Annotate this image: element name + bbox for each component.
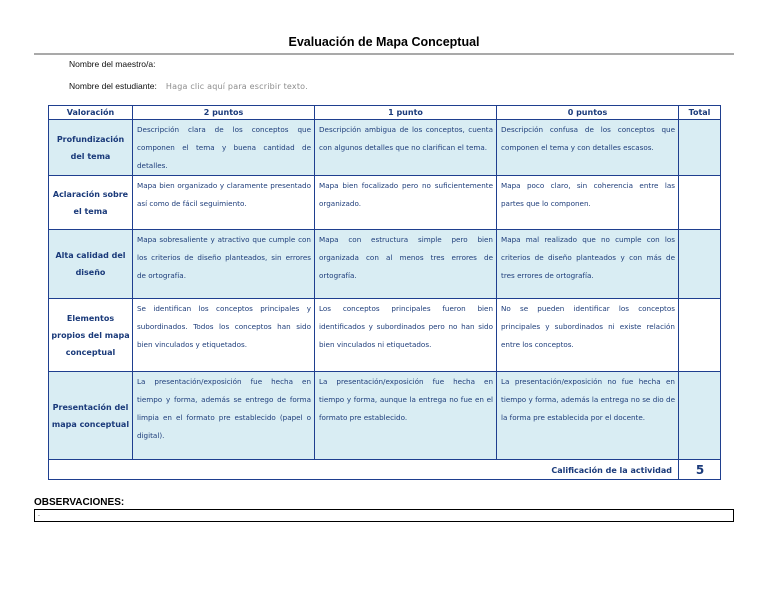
score-1-cell: Descripción ambigua de los conceptos, cuenta con algunos detalles que no clarifican el tema.	[315, 120, 497, 176]
rubric-header-row	[49, 106, 721, 120]
criterion-cell: Profundización del tema	[49, 120, 133, 176]
score-2-cell: Mapa bien organizado y claramente presentado así como de fácil seguimiento.	[133, 176, 315, 230]
teacher-name-label: Nombre del maestro/a:	[69, 59, 156, 69]
final-score-row	[49, 460, 721, 480]
score-2-cell: La presentación/exposición fue hecha en tiempo y forma, además se entrego de forma limpia en el formato pre establecido (papel o digital).	[133, 372, 315, 460]
total-cell[interactable]	[679, 299, 721, 372]
table-row	[49, 372, 721, 460]
total-cell[interactable]	[679, 176, 721, 230]
observations-field[interactable]: .	[34, 509, 734, 522]
header-0-puntos: 0 puntos	[497, 106, 679, 120]
score-1-cell: La presentación/exposición fue hecha en tiempo y forma, aunque la entrega no fue en el formato pre establecido.	[315, 372, 497, 460]
score-0-cell: Mapa mal realizado que no cumple con los criterios de diseño planteados y con más de tres errores de ortografía.	[497, 230, 679, 299]
score-0-cell: No se pueden identificar los conceptos principales y subordinados ni existe relación entre los conceptos.	[497, 299, 679, 372]
criterion-cell: Elementos propios del mapa conceptual	[49, 299, 133, 372]
criterion-cell: Aclaración sobre el tema	[49, 176, 133, 230]
header-1-punto: 1 punto	[315, 106, 497, 120]
score-2-cell: Se identifican los conceptos principales y subordinados. Todos los conceptos han sido bien vinculados y etiquetados.	[133, 299, 315, 372]
table-row	[49, 176, 721, 230]
table-row	[49, 230, 721, 299]
page-title: Evaluación de Mapa Conceptual	[288, 35, 480, 49]
student-name-field[interactable]: Haga clic aquí para escribir texto.	[165, 82, 308, 91]
rubric-table	[48, 105, 721, 480]
table-row	[49, 299, 721, 372]
title-divider	[34, 53, 734, 55]
header-2-puntos: 2 puntos	[133, 106, 315, 120]
header-valoracion: Valoración	[49, 106, 133, 120]
score-0-cell: La presentación/exposición no fue hecha en tiempo y forma, además la entrega no se dio de la forma pre establecida por el docente.	[497, 372, 679, 460]
header-total: Total	[679, 106, 721, 120]
criterion-cell: Alta calidad del diseño	[49, 230, 133, 299]
observations-label: OBSERVACIONES:	[34, 497, 125, 508]
total-cell[interactable]	[679, 372, 721, 460]
score-1-cell: Mapa con estructura simple pero bien organizada con al menos tres errores de ortografía.	[315, 230, 497, 299]
table-row	[49, 120, 721, 176]
criterion-cell: Presentación del mapa conceptual	[49, 372, 133, 460]
final-score-label: Calificación de la actividad	[49, 460, 679, 480]
student-name-row	[69, 81, 308, 91]
score-0-cell: Descripción confusa de los conceptos que componen el tema y con detalles escasos.	[497, 120, 679, 176]
total-cell[interactable]	[679, 120, 721, 176]
score-1-cell: Mapa bien focalizado pero no suficientemente organizado.	[315, 176, 497, 230]
student-name-label: Nombre del estudiante:	[69, 81, 157, 91]
final-score-value[interactable]: 5	[679, 460, 721, 480]
score-0-cell: Mapa poco claro, sin coherencia entre las partes que lo componen.	[497, 176, 679, 230]
score-2-cell: Mapa sobresaliente y atractivo que cumple con los criterios de diseño planteados, sin errores de ortografía.	[133, 230, 315, 299]
score-2-cell: Descripción clara de los conceptos que componen el tema y buena cantidad de detalles.	[133, 120, 315, 176]
total-cell[interactable]	[679, 230, 721, 299]
score-1-cell: Los conceptos principales fueron bien identificados y subordinados pero no han sido bien vinculados ni etiquetados.	[315, 299, 497, 372]
